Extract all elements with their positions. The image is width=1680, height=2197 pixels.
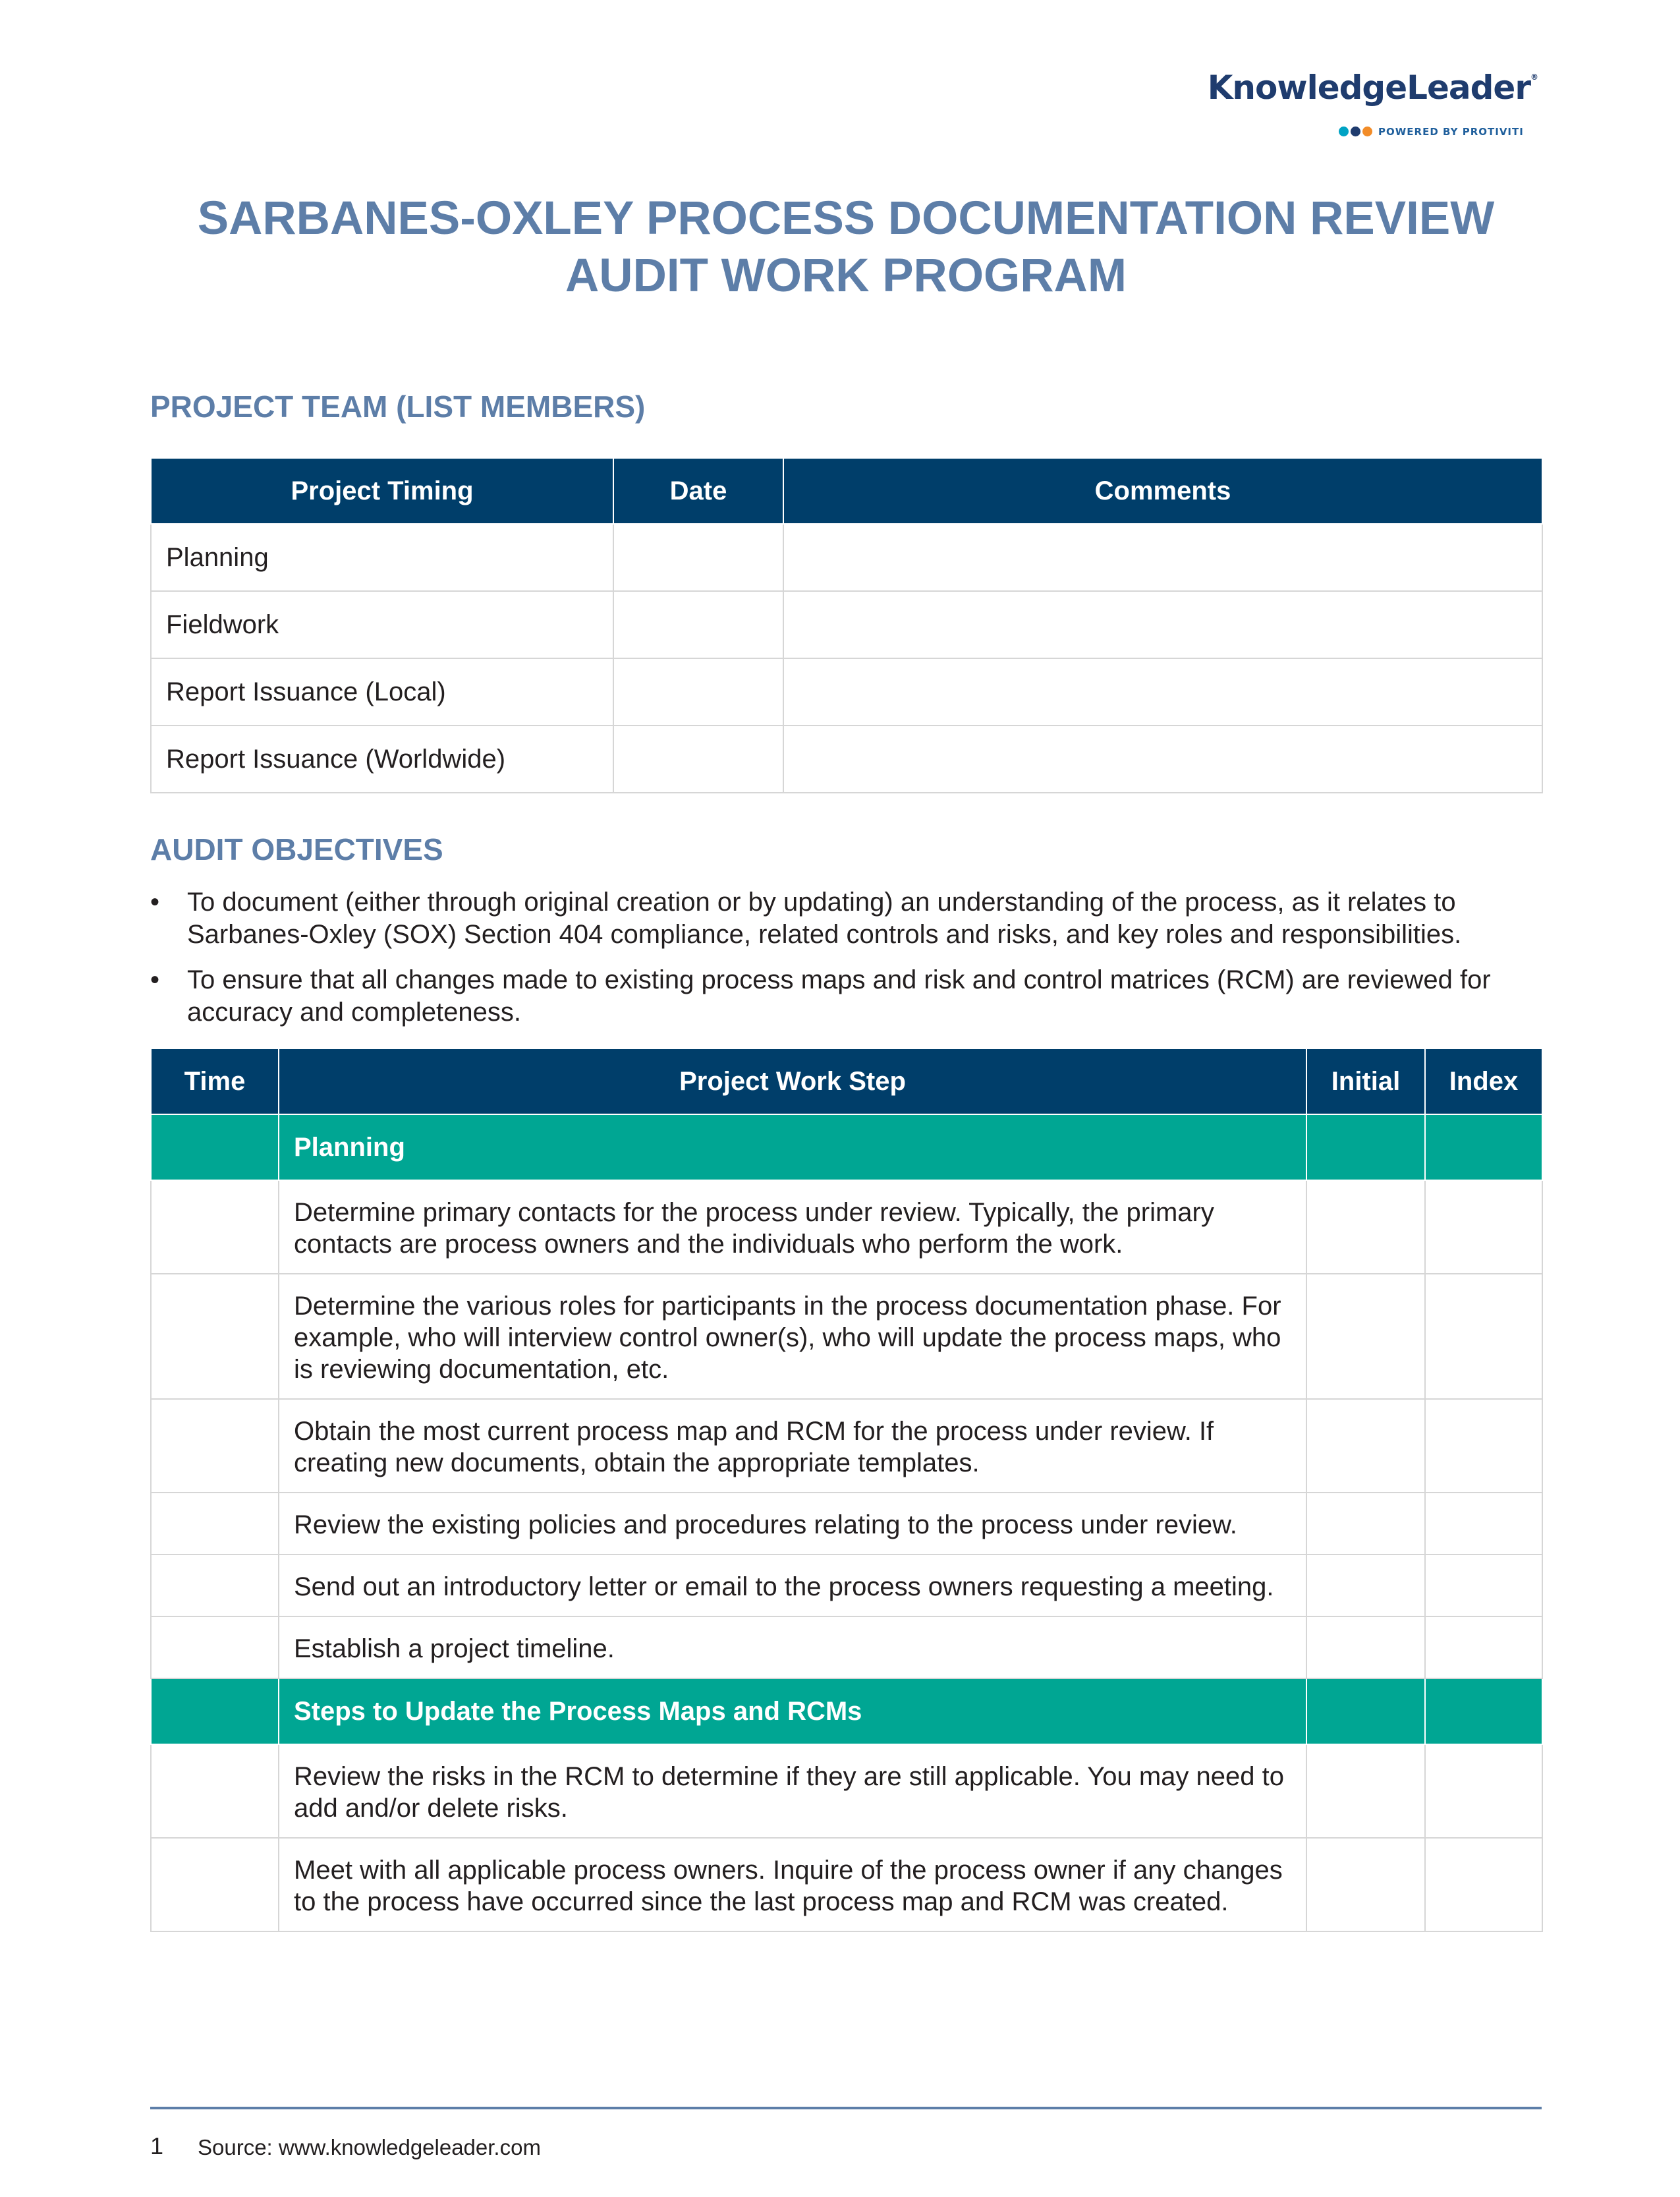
table-row	[151, 1274, 1542, 1399]
bullet-icon: •	[150, 888, 160, 917]
time-cell[interactable]	[151, 1744, 279, 1838]
table-row	[151, 1744, 1542, 1838]
timing-cell: Report Issuance (Local)	[151, 658, 613, 726]
section-title: Planning	[279, 1114, 1306, 1180]
page-number: 1	[150, 2132, 164, 2159]
table-row	[151, 1616, 1542, 1678]
time-cell[interactable]	[151, 1493, 279, 1555]
table-row	[151, 591, 1542, 658]
index-cell	[1425, 1114, 1542, 1180]
date-cell[interactable]	[613, 726, 783, 793]
column-header-time: Time	[151, 1048, 279, 1114]
initial-cell[interactable]	[1306, 1838, 1425, 1931]
index-cell[interactable]	[1425, 1555, 1542, 1616]
timing-cell: Fieldwork	[151, 591, 613, 658]
initial-cell[interactable]	[1306, 1180, 1425, 1274]
index-cell	[1425, 1678, 1542, 1744]
time-cell[interactable]	[151, 1274, 279, 1399]
objective-item	[150, 886, 1542, 951]
time-cell[interactable]	[151, 1838, 279, 1931]
initial-cell	[1306, 1114, 1425, 1180]
section-row-update-process-maps	[151, 1678, 1542, 1744]
section-title: Steps to Update the Process Maps and RCMs	[279, 1678, 1306, 1744]
column-header-date: Date	[613, 458, 783, 524]
work-step-cell: Obtain the most current process map and RCM for the process under review. If creating new documents, obtain the appropriate templates.	[279, 1399, 1306, 1493]
footer-divider	[150, 2107, 1542, 2109]
logo-dot	[1362, 127, 1372, 136]
date-cell[interactable]	[613, 591, 783, 658]
initial-cell	[1306, 1678, 1425, 1744]
project-team-heading: PROJECT TEAM (LIST MEMBERS)	[150, 389, 646, 424]
source-text: Source: www.knowledgeleader.com	[198, 2135, 541, 2159]
comments-cell[interactable]	[783, 591, 1542, 658]
column-header-work-step: Project Work Step	[279, 1048, 1306, 1114]
time-cell[interactable]	[151, 1616, 279, 1678]
index-cell[interactable]	[1425, 1274, 1542, 1399]
index-cell[interactable]	[1425, 1616, 1542, 1678]
comments-cell[interactable]	[783, 524, 1542, 591]
table-row	[151, 726, 1542, 793]
objectives-list	[150, 886, 1542, 1042]
work-step-cell: Meet with all applicable process owners. Inquire of the process owner if any changes to the process have occurred since the last process map and RCM was created.	[279, 1838, 1306, 1931]
work-step-cell: Determine the various roles for participants in the process documentation phase. For example, who will interview control owner(s), who will update the process maps, who is reviewing documentation, etc.	[279, 1274, 1306, 1399]
work-program-table	[150, 1048, 1543, 1932]
index-cell[interactable]	[1425, 1399, 1542, 1493]
title-line-1: SARBANES-OXLEY PROCESS DOCUMENTATION REVIEW	[197, 192, 1495, 244]
date-cell[interactable]	[613, 658, 783, 726]
section-row-planning	[151, 1114, 1542, 1180]
date-cell[interactable]	[613, 524, 783, 591]
table-row	[151, 524, 1542, 591]
objective-item	[150, 964, 1542, 1029]
work-step-cell: Establish a project timeline.	[279, 1616, 1306, 1678]
time-cell[interactable]	[151, 1399, 279, 1493]
table-row	[151, 1493, 1542, 1555]
comments-cell[interactable]	[783, 658, 1542, 726]
index-cell[interactable]	[1425, 1180, 1542, 1274]
initial-cell[interactable]	[1306, 1744, 1425, 1838]
index-cell[interactable]	[1425, 1838, 1542, 1931]
time-cell	[151, 1678, 279, 1744]
objective-text: To document (either through original creation or by updating) an understanding of the process, as it relates to Sarbanes-Oxley (SOX) Section 404 compliance, related controls and risks, and key roles and responsibilities.	[187, 888, 1462, 949]
title-line-2: AUDIT WORK PROGRAM	[565, 250, 1127, 302]
bullet-icon: •	[150, 965, 160, 994]
column-header-index: Index	[1425, 1048, 1542, 1114]
table-row	[151, 658, 1542, 726]
comments-cell[interactable]	[783, 726, 1542, 793]
work-step-cell: Review the risks in the RCM to determine if they are still applicable. You may need to add and/or delete risks.	[279, 1744, 1306, 1838]
column-header-initial: Initial	[1306, 1048, 1425, 1114]
column-header-comments: Comments	[783, 458, 1542, 524]
table-header-row	[151, 1048, 1542, 1114]
initial-cell[interactable]	[1306, 1274, 1425, 1399]
table-row	[151, 1399, 1542, 1493]
logo-dot	[1351, 127, 1360, 136]
timing-cell: Report Issuance (Worldwide)	[151, 726, 613, 793]
knowledgeleader-logo	[1207, 69, 1538, 141]
initial-cell[interactable]	[1306, 1399, 1425, 1493]
index-cell[interactable]	[1425, 1744, 1542, 1838]
table-header-row	[151, 458, 1542, 524]
objective-text: To ensure that all changes made to existing process maps and risk and control matrices (RCM) are reviewed for accuracy and completeness.	[187, 965, 1491, 1027]
work-step-cell: Review the existing policies and procedures relating to the process under review.	[279, 1493, 1306, 1555]
time-cell[interactable]	[151, 1555, 279, 1616]
logo-dot	[1339, 127, 1349, 136]
time-cell	[151, 1114, 279, 1180]
audit-objectives-heading: AUDIT OBJECTIVES	[150, 832, 443, 867]
timing-cell: Planning	[151, 524, 613, 591]
table-row	[151, 1180, 1542, 1274]
column-header-project-timing: Project Timing	[151, 458, 613, 524]
document-title	[150, 190, 1542, 304]
work-step-cell: Determine primary contacts for the process under review. Typically, the primary contacts are process owners and the individuals who perform the work.	[279, 1180, 1306, 1274]
logo-dots-icon	[1339, 127, 1372, 140]
table-row	[151, 1838, 1542, 1931]
project-team-table	[150, 457, 1543, 793]
work-step-cell: Send out an introductory letter or email to the process owners requesting a meeting.	[279, 1555, 1306, 1616]
initial-cell[interactable]	[1306, 1555, 1425, 1616]
logo-tagline: POWERED BY PROTIVITI	[1378, 126, 1524, 138]
index-cell[interactable]	[1425, 1493, 1542, 1555]
table-row	[151, 1555, 1542, 1616]
time-cell[interactable]	[151, 1180, 279, 1274]
initial-cell[interactable]	[1306, 1616, 1425, 1678]
logo-name: KnowledgeLeader	[1207, 69, 1530, 107]
initial-cell[interactable]	[1306, 1493, 1425, 1555]
logo-registered-mark: ®	[1530, 72, 1538, 82]
